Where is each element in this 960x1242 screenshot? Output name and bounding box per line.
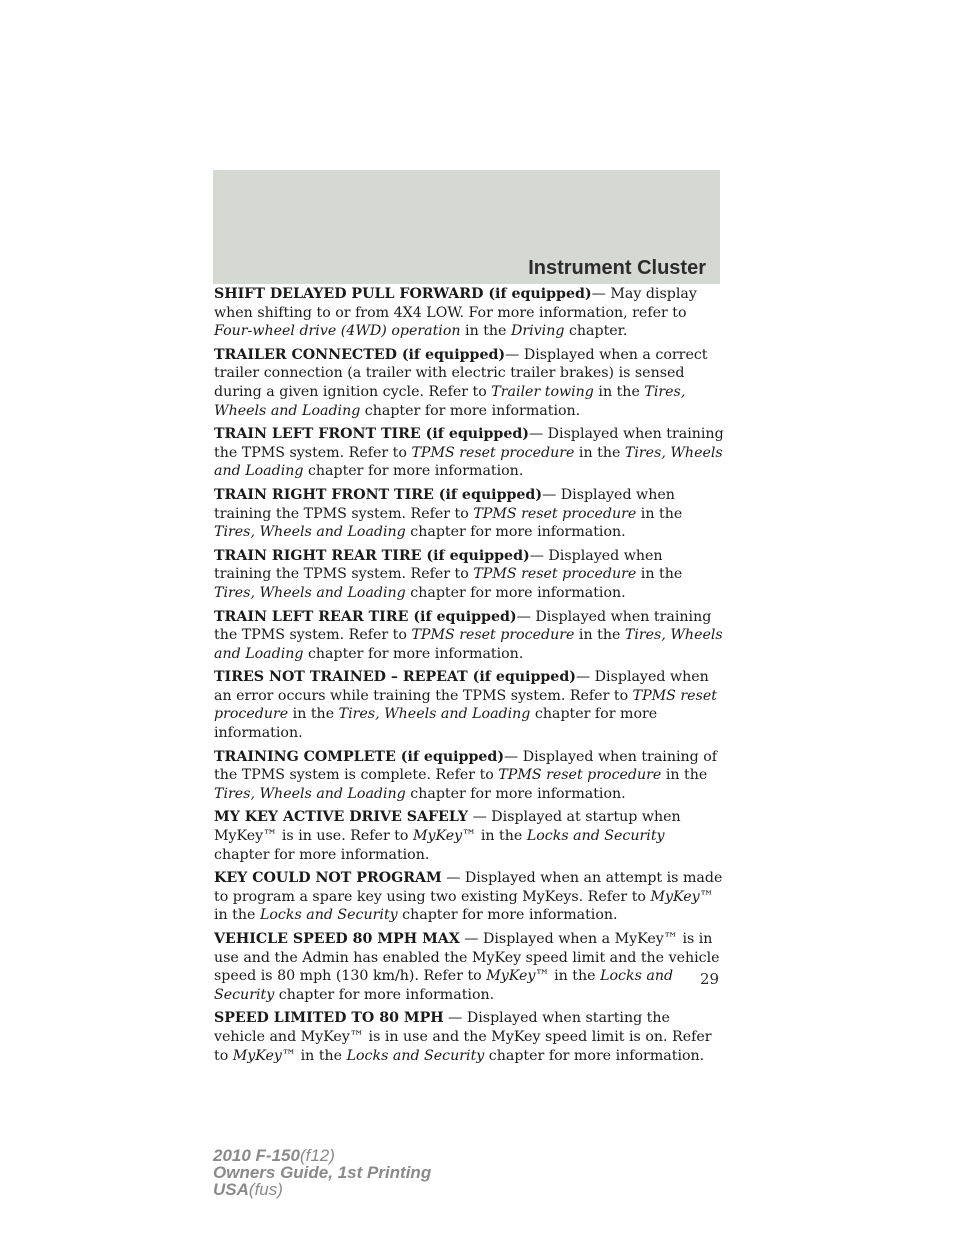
description-text: chapter for more information. — [405, 524, 626, 541]
message-entry — [214, 346, 724, 420]
description-text: — Displayed when training the TPMS system. Refer to — [214, 547, 663, 583]
cross-reference: Tires, Wheels and Loading — [214, 627, 723, 662]
cross-reference: Trailer towing — [491, 383, 594, 400]
page-body — [214, 285, 724, 1070]
cross-reference: TPMS reset procedure — [411, 627, 575, 644]
message-entry — [214, 930, 724, 1004]
description-text: — Displayed when an error occurs while training the TPMS system. Refer to — [214, 669, 709, 704]
message-entry — [214, 808, 724, 864]
description-text: ™ in the — [281, 1047, 347, 1064]
page-number: 29 — [700, 970, 720, 988]
footer-line-2 — [213, 1164, 431, 1181]
message-term: TRAIN RIGHT REAR TIRE (if equipped) — [214, 547, 530, 564]
footer-market: USA — [213, 1180, 249, 1199]
cross-reference: MyKey — [486, 968, 536, 985]
description-text: — Displayed when training the TPMS system. Refer to — [214, 486, 675, 522]
cross-reference: Locks and Security — [346, 1047, 485, 1064]
cross-reference: Tires, Wheels and Loading — [214, 584, 406, 601]
cross-reference: Tires, Wheels and Loading — [214, 524, 406, 541]
cross-reference: MyKey — [413, 828, 463, 845]
description-text: chapter. — [564, 323, 628, 340]
message-term: TRAIN RIGHT FRONT TIRE (if equipped) — [214, 486, 543, 503]
chapter-title: Instrument Cluster — [528, 257, 706, 279]
cross-reference: Tires, Wheels and Loading — [214, 785, 406, 802]
message-term: KEY COULD NOT PROGRAM — [214, 870, 442, 887]
description-text: in the — [574, 444, 625, 461]
description-text: — Displayed when training the TPMS system. Refer to — [214, 608, 712, 644]
cross-reference: TPMS reset procedure — [473, 566, 637, 583]
cross-reference: Locks and Security — [214, 968, 674, 1003]
description-text: ™ in the — [214, 888, 714, 924]
description-text: chapter for more information. — [360, 402, 581, 419]
description-text: chapter for more information. — [214, 846, 430, 863]
message-entry — [214, 748, 724, 804]
description-text: in the — [574, 627, 625, 644]
message-term: TRAIN LEFT REAR TIRE (if equipped) — [214, 608, 517, 625]
cross-reference: TPMS reset procedure — [214, 687, 717, 723]
footer — [213, 1147, 431, 1198]
cross-reference: TPMS reset procedure — [498, 767, 662, 784]
message-entry — [214, 425, 724, 481]
message-entry — [214, 668, 724, 742]
cross-reference: Driving — [510, 323, 565, 340]
description-text: ™ in the — [535, 968, 601, 985]
cross-reference: TPMS reset procedure — [411, 444, 575, 461]
description-text: — Displayed when training of the TPMS system is complete. Refer to — [214, 748, 718, 784]
message-entry — [214, 1009, 724, 1065]
cross-reference: MyKey — [650, 888, 700, 905]
description-text: ™ in the — [462, 828, 527, 845]
description-text: — Displayed at startup when MyKey™ is in use. Refer to — [214, 809, 681, 845]
message-entry — [214, 547, 724, 603]
chapter-header-band — [213, 170, 720, 284]
message-term: TRAINING COMPLETE (if equipped) — [214, 748, 505, 765]
description-text: in the — [661, 767, 708, 784]
message-term: TRAILER CONNECTED (if equipped) — [214, 346, 506, 363]
message-term: SPEED LIMITED TO 80 MPH — [214, 1010, 444, 1027]
cross-reference: Locks and Security — [259, 907, 398, 924]
cross-reference: Four-wheel drive (4WD) operation — [214, 323, 461, 340]
cross-reference: Tires, Wheels and Loading — [214, 444, 723, 480]
description-text: in the — [460, 323, 511, 340]
description-text: chapter for more information. — [397, 907, 618, 924]
description-text: — Displayed when starting the vehicle and MyKey™ is in use and the MyKey speed limit is on. Refer to — [214, 1010, 712, 1064]
description-text: — Displayed when training the TPMS system. Refer to — [214, 426, 724, 461]
description-text: chapter for more information. — [405, 584, 626, 601]
description-text: chapter for more information. — [303, 463, 524, 480]
message-term: SHIFT DELAYED PULL FORWARD (if equipped) — [214, 286, 592, 302]
message-term: TIRES NOT TRAINED – REPEAT (if equipped) — [214, 669, 576, 686]
footer-line-1 — [213, 1147, 431, 1164]
footer-line-3 — [213, 1181, 431, 1198]
footer-market-code: (fus) — [248, 1180, 283, 1199]
description-text: chapter for more information. — [303, 645, 524, 662]
footer-model-code: (f12) — [299, 1146, 335, 1165]
description-text: — Displayed when a MyKey™ is in use and the Admin has enabled the MyKey speed limit and the vehicle speed is 80 mph (130 km/h). Refer to — [214, 931, 720, 985]
description-text: chapter for more information. — [484, 1047, 705, 1064]
cross-reference: Locks and Security — [526, 828, 665, 845]
description-text: chapter for more information. — [214, 706, 658, 742]
description-text: — May display when shifting to or from 4X4 LOW. For more information, refer to — [214, 286, 697, 321]
cross-reference: Tires, Wheels and Loading — [338, 706, 531, 723]
description-text: — Displayed when an attempt is made to program a spare key using two existing MyKeys. Refer to — [214, 870, 723, 905]
description-text: in the — [593, 383, 645, 400]
message-term: VEHICLE SPEED 80 MPH MAX — [214, 931, 460, 947]
description-text: chapter for more information. — [274, 986, 495, 1003]
message-entry — [214, 285, 724, 341]
description-text: in the — [636, 566, 683, 583]
message-entry — [214, 608, 724, 664]
message-entry — [214, 869, 724, 925]
footer-model: 2010 F-150 — [213, 1146, 300, 1165]
message-entry — [214, 486, 724, 542]
cross-reference: Tires, Wheels and Loading — [214, 383, 686, 419]
description-text: chapter for more information. — [405, 785, 626, 802]
description-text: — Displayed when a correct trailer connection (a trailer with electric trailer brakes) is sensed during a given ignition cycle. Refer to — [214, 346, 708, 400]
message-term: TRAIN LEFT FRONT TIRE (if equipped) — [214, 426, 529, 443]
description-text: in the — [288, 706, 339, 723]
cross-reference: TPMS reset procedure — [473, 505, 637, 522]
message-term: MY KEY ACTIVE DRIVE SAFELY — [214, 809, 469, 826]
description-text: in the — [636, 505, 683, 522]
footer-guide: Owners Guide, 1st Printing — [213, 1163, 432, 1182]
cross-reference: MyKey — [232, 1047, 282, 1064]
